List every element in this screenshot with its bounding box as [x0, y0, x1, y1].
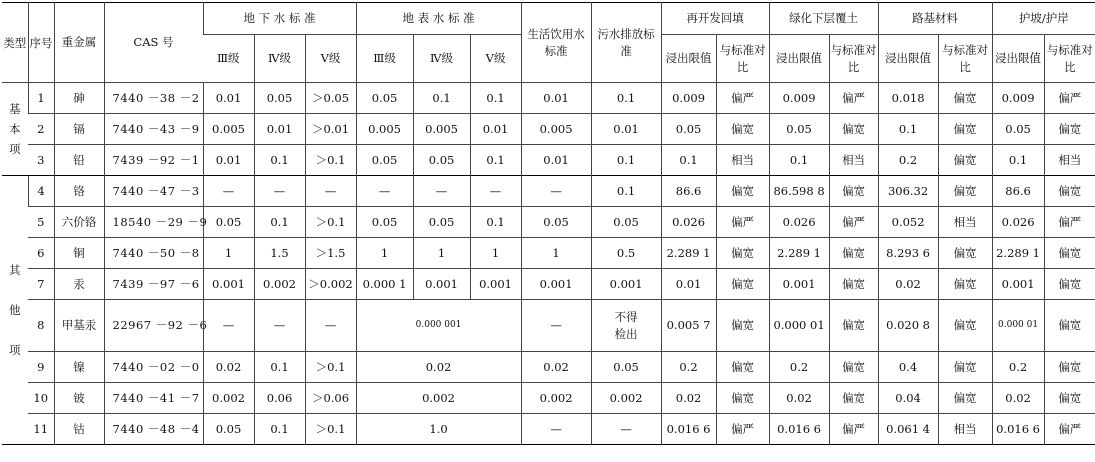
cell-gw5: ＞0.1 [305, 414, 356, 445]
cell-gw5: — [305, 300, 356, 352]
cell-sw3: 0.05 [356, 207, 413, 238]
cell-compare-4: 偏宽 [1044, 176, 1095, 207]
cell-leach-1: 0.1 [661, 145, 716, 176]
heavy-metal-standards-table [2, 2, 1095, 445]
cell-metal: 六价铬 [54, 207, 104, 238]
cell-compare-4: 偏宽 [1044, 269, 1095, 300]
cell-sw3: — [356, 176, 413, 207]
cell-gw4: — [254, 300, 305, 352]
cell-cas: 7440 －47 －3 [104, 176, 203, 207]
cell-gw5: ＞0.06 [305, 383, 356, 414]
cell-compare-4: 偏宽 [1044, 383, 1095, 414]
header-scenario-greening: 绿化下层覆土 [769, 3, 878, 35]
cell-sewage: 0.5 [591, 238, 661, 269]
header-scenario-backfill: 再开发回填 [661, 3, 769, 35]
cell-no: 5 [28, 207, 54, 238]
cell-sewage: 0.01 [591, 114, 661, 145]
cell-gw5: ＞1.5 [305, 238, 356, 269]
cell-metal: 镍 [54, 352, 104, 383]
cell-leach-3: 0.018 [878, 83, 938, 114]
cell-gw4: 0.1 [254, 145, 305, 176]
header-surfacewater: 地 表 水 标 准 [356, 3, 521, 35]
cell-sewage: — [591, 414, 661, 445]
cell-sewage: 0.1 [591, 83, 661, 114]
cell-sw4: 0.1 [413, 83, 470, 114]
table-row [2, 414, 1095, 445]
cell-compare-1: 偏宽 [716, 352, 769, 383]
header-compare: 与标准对比 [829, 35, 878, 83]
cell-compare-1: 相当 [716, 145, 769, 176]
cell-sw3: 0.005 [356, 114, 413, 145]
cell-cas: 7440 －02 －0 [104, 352, 203, 383]
cell-sw5: 0.01 [470, 114, 521, 145]
cell-no: 3 [28, 145, 54, 176]
cell-sw5: 0.001 [470, 269, 521, 300]
cell-sw-merged: 1.0 [356, 414, 521, 445]
cell-leach-4: 0.001 [992, 269, 1044, 300]
cell-sw5: 0.1 [470, 207, 521, 238]
cell-compare-1: 偏宽 [716, 269, 769, 300]
header-compare: 与标准对比 [938, 35, 992, 83]
group-basic [2, 83, 28, 176]
cell-sw3: 0.05 [356, 83, 413, 114]
cell-compare-3: 偏宽 [938, 176, 992, 207]
cell-sewage: 0.002 [591, 383, 661, 414]
cell-leach-2: 0.009 [769, 83, 829, 114]
cell-leach-4: 2.289 1 [992, 238, 1044, 269]
cell-cas: 7440 －41 －7 [104, 383, 203, 414]
cell-metal: 铬 [54, 176, 104, 207]
cell-leach-1: 0.016 6 [661, 414, 716, 445]
cell-leach-4: 0.016 6 [992, 414, 1044, 445]
cell-metal: 钴 [54, 414, 104, 445]
cell-leach-3: 0.4 [878, 352, 938, 383]
cell-leach-3: 0.02 [878, 269, 938, 300]
cell-drinking: 1 [521, 238, 591, 269]
cell-gw4: 0.1 [254, 414, 305, 445]
cell-leach-2: 86.598 8 [769, 176, 829, 207]
cell-leach-1: 0.005 7 [661, 300, 716, 352]
sewage-text: 不得检出 [614, 309, 638, 341]
cell-drinking: 0.01 [521, 145, 591, 176]
cell-sw4: 1 [413, 238, 470, 269]
cell-leach-1: 86.6 [661, 176, 716, 207]
cell-gw3: 0.01 [203, 83, 254, 114]
table-row [2, 145, 1095, 176]
header-sw-level-4: Ⅳ级 [413, 35, 470, 83]
cell-leach-4: 0.05 [992, 114, 1044, 145]
cell-cas: 18540 －29 －9 [104, 207, 203, 238]
cell-sw-merged: 0.02 [356, 352, 521, 383]
cell-gw3: 0.002 [203, 383, 254, 414]
header-groundwater: 地 下 水 标 准 [203, 3, 356, 35]
cell-leach-2: 0.02 [769, 383, 829, 414]
cell-cas: 22967 －92 －6 [104, 300, 203, 352]
cell-gw5: ＞0.1 [305, 207, 356, 238]
header-gw-level-4: Ⅳ级 [254, 35, 305, 83]
cell-leach-3: 306.32 [878, 176, 938, 207]
cell-gw5: — [305, 176, 356, 207]
cell-sw-merged: 0.000 001 [356, 300, 521, 352]
cell-sw3: 1 [356, 238, 413, 269]
cell-compare-3: 偏宽 [938, 145, 992, 176]
cell-gw3: 0.001 [203, 269, 254, 300]
table-row [2, 300, 1095, 352]
table-container [2, 2, 1093, 445]
header-sewage: 污水排放标准 [591, 3, 661, 83]
cell-gw4: 0.1 [254, 207, 305, 238]
header-gw-level-3: Ⅲ级 [203, 35, 254, 83]
cell-leach-2: 0.2 [769, 352, 829, 383]
cell-no: 2 [28, 114, 54, 145]
cell-gw4: 0.06 [254, 383, 305, 414]
cell-compare-4: 偏宽 [1044, 238, 1095, 269]
cell-sw3: 0.000 1 [356, 269, 413, 300]
group-label: 其他项 [9, 263, 21, 357]
cell-metal: 汞 [54, 269, 104, 300]
cell-gw5: ＞0.1 [305, 145, 356, 176]
cell-no: 8 [28, 300, 54, 352]
header-cas: CAS 号 [104, 3, 203, 83]
header-drinking: 生活饮用水标准 [521, 3, 591, 83]
cell-gw3: 1 [203, 238, 254, 269]
header-index: 序号 [28, 3, 54, 83]
cell-compare-2: 偏严 [829, 414, 878, 445]
cell-compare-2: 偏严 [829, 83, 878, 114]
cell-gw4: 1.5 [254, 238, 305, 269]
cell-compare-1: 偏严 [716, 83, 769, 114]
header-leach: 浸出限值 [661, 35, 716, 83]
cell-compare-1: 偏宽 [716, 238, 769, 269]
cell-gw4: 0.05 [254, 83, 305, 114]
cell-leach-3: 0.020 8 [878, 300, 938, 352]
cell-sewage: 0.05 [591, 352, 661, 383]
cell-leach-4: 0.026 [992, 207, 1044, 238]
cell-gw4: — [254, 176, 305, 207]
cell-leach-4: 0.009 [992, 83, 1044, 114]
cell-sewage: 0.05 [591, 207, 661, 238]
cell-compare-4: 相当 [1044, 145, 1095, 176]
cell-sw4: 0.005 [413, 114, 470, 145]
cell-sewage: 0.001 [591, 269, 661, 300]
cell-gw3: 0.05 [203, 414, 254, 445]
cell-compare-4: 偏严 [1044, 414, 1095, 445]
cell-no: 11 [28, 414, 54, 445]
cell-leach-3: 8.293 6 [878, 238, 938, 269]
cell-compare-1: 偏宽 [716, 383, 769, 414]
cell-compare-1: 偏宽 [716, 114, 769, 145]
cell-compare-3: 偏宽 [938, 269, 992, 300]
header-leach: 浸出限值 [769, 35, 829, 83]
cell-gw4: 0.1 [254, 352, 305, 383]
cell-compare-3: 偏宽 [938, 238, 992, 269]
cell-leach-1: 0.2 [661, 352, 716, 383]
cell-compare-4: 偏宽 [1044, 300, 1095, 352]
cell-compare-3: 相当 [938, 207, 992, 238]
cell-drinking: 0.002 [521, 383, 591, 414]
cell-leach-2: 0.026 [769, 207, 829, 238]
cell-sw3: 0.05 [356, 145, 413, 176]
cell-leach-2: 0.000 01 [769, 300, 829, 352]
cell-drinking: — [521, 176, 591, 207]
cell-compare-3: 偏宽 [938, 352, 992, 383]
cell-gw5: ＞0.1 [305, 352, 356, 383]
cell-no: 6 [28, 238, 54, 269]
table-row [2, 176, 1095, 207]
cell-sw4: 0.05 [413, 145, 470, 176]
cell-drinking: 0.01 [521, 83, 591, 114]
cell-drinking: 0.02 [521, 352, 591, 383]
table-row [2, 269, 1095, 300]
cell-leach-3: 0.052 [878, 207, 938, 238]
table-row [2, 207, 1095, 238]
cell-gw3: 0.05 [203, 207, 254, 238]
cell-metal: 铜 [54, 238, 104, 269]
cell-leach-1: 2.289 1 [661, 238, 716, 269]
cell-gw3: 0.005 [203, 114, 254, 145]
cell-leach-1: 0.01 [661, 269, 716, 300]
cell-gw3: — [203, 300, 254, 352]
cell-compare-2: 偏宽 [829, 269, 878, 300]
cell-compare-3: 偏宽 [938, 114, 992, 145]
table-row [2, 114, 1095, 145]
cell-compare-3: 偏宽 [938, 300, 992, 352]
cell-drinking: — [521, 414, 591, 445]
cell-leach-4: 0.02 [992, 383, 1044, 414]
cell-leach-3: 0.061 4 [878, 414, 938, 445]
cell-sewage: 0.1 [591, 176, 661, 207]
cell-compare-4: 偏严 [1044, 207, 1095, 238]
cell-compare-1: 偏严 [716, 207, 769, 238]
cell-compare-3: 相当 [938, 414, 992, 445]
header-scenario-roadbed: 路基材料 [878, 3, 992, 35]
cell-compare-3: 偏宽 [938, 83, 992, 114]
cell-gw5: ＞0.05 [305, 83, 356, 114]
cell-leach-4: 0.1 [992, 145, 1044, 176]
cell-compare-2: 偏宽 [829, 300, 878, 352]
cell-cas: 7439 －92 －1 [104, 145, 203, 176]
cell-compare-2: 相当 [829, 145, 878, 176]
cell-no: 4 [28, 176, 54, 207]
cell-leach-3: 0.2 [878, 145, 938, 176]
cell-compare-2: 偏严 [829, 207, 878, 238]
cell-gw3: — [203, 176, 254, 207]
cell-no: 10 [28, 383, 54, 414]
cell-leach-4: 0.2 [992, 352, 1044, 383]
cell-leach-2: 0.1 [769, 145, 829, 176]
cell-compare-1: 偏宽 [716, 300, 769, 352]
header-compare: 与标准对比 [1044, 35, 1095, 83]
cell-leach-2: 0.016 6 [769, 414, 829, 445]
header-leach: 浸出限值 [992, 35, 1044, 83]
cell-cas: 7439 －97 －6 [104, 269, 203, 300]
cell-compare-3: 偏宽 [938, 383, 992, 414]
cell-compare-2: 偏宽 [829, 383, 878, 414]
table-row [2, 352, 1095, 383]
cell-sewage: 0.1 [591, 145, 661, 176]
group-label: 基本项 [9, 102, 21, 156]
cell-leach-1: 0.02 [661, 383, 716, 414]
cell-sw4: 0.001 [413, 269, 470, 300]
cell-leach-2: 0.05 [769, 114, 829, 145]
header-leach: 浸出限值 [878, 35, 938, 83]
cell-metal: 铅 [54, 145, 104, 176]
cell-sw5: 0.1 [470, 145, 521, 176]
cell-sewage [591, 300, 661, 352]
cell-gw4: 0.01 [254, 114, 305, 145]
header-sw-level-5: Ⅴ级 [470, 35, 521, 83]
cell-leach-1: 0.026 [661, 207, 716, 238]
cell-compare-4: 偏宽 [1044, 352, 1095, 383]
cell-compare-1: 偏严 [716, 414, 769, 445]
cell-leach-4: 86.6 [992, 176, 1044, 207]
cell-compare-4: 偏宽 [1044, 114, 1095, 145]
cell-cas: 7440 －50 －8 [104, 238, 203, 269]
cell-compare-2: 偏宽 [829, 352, 878, 383]
cell-leach-2: 2.289 1 [769, 238, 829, 269]
header-metal: 重金属 [54, 3, 104, 83]
cell-cas: 7440 －38 －2 [104, 83, 203, 114]
cell-gw5: ＞0.002 [305, 269, 356, 300]
cell-no: 9 [28, 352, 54, 383]
cell-compare-2: 偏宽 [829, 176, 878, 207]
cell-no: 7 [28, 269, 54, 300]
cell-compare-1: 偏宽 [716, 176, 769, 207]
cell-metal: 砷 [54, 83, 104, 114]
table-row [2, 83, 1095, 114]
cell-drinking: 0.005 [521, 114, 591, 145]
cell-no: 1 [28, 83, 54, 114]
cell-leach-3: 0.04 [878, 383, 938, 414]
header-compare: 与标准对比 [716, 35, 769, 83]
cell-gw4: 0.002 [254, 269, 305, 300]
cell-compare-2: 偏宽 [829, 238, 878, 269]
cell-compare-2: 偏宽 [829, 114, 878, 145]
table-row [2, 238, 1095, 269]
cell-leach-1: 0.009 [661, 83, 716, 114]
cell-leach-4: 0.000 01 [992, 300, 1044, 352]
header-scenario-slope: 护坡/护岸 [992, 3, 1095, 35]
cell-compare-4: 偏严 [1044, 83, 1095, 114]
cell-drinking: 0.001 [521, 269, 591, 300]
cell-metal: 铍 [54, 383, 104, 414]
cell-sw5: — [470, 176, 521, 207]
cell-drinking: — [521, 300, 591, 352]
cell-sw5: 1 [470, 238, 521, 269]
cell-leach-3: 0.1 [878, 114, 938, 145]
cell-gw5: ＞0.01 [305, 114, 356, 145]
cell-sw-merged: 0.002 [356, 383, 521, 414]
table-row [2, 383, 1095, 414]
cell-gw3: 0.02 [203, 352, 254, 383]
cell-sw4: — [413, 176, 470, 207]
header-sw-level-3: Ⅲ级 [356, 35, 413, 83]
cell-leach-2: 0.001 [769, 269, 829, 300]
cell-metal: 镉 [54, 114, 104, 145]
header-type: 类型 [3, 35, 27, 50]
cell-cas: 7440 －43 －9 [104, 114, 203, 145]
cell-metal: 甲基汞 [54, 300, 104, 352]
cell-leach-1: 0.05 [661, 114, 716, 145]
cell-gw3: 0.01 [203, 145, 254, 176]
cell-sw5: 0.1 [470, 83, 521, 114]
cell-drinking: 0.05 [521, 207, 591, 238]
cell-cas: 7440 －48 －4 [104, 414, 203, 445]
header-gw-level-5: Ⅴ级 [305, 35, 356, 83]
group-other [2, 176, 28, 445]
cell-sw4: 0.05 [413, 207, 470, 238]
